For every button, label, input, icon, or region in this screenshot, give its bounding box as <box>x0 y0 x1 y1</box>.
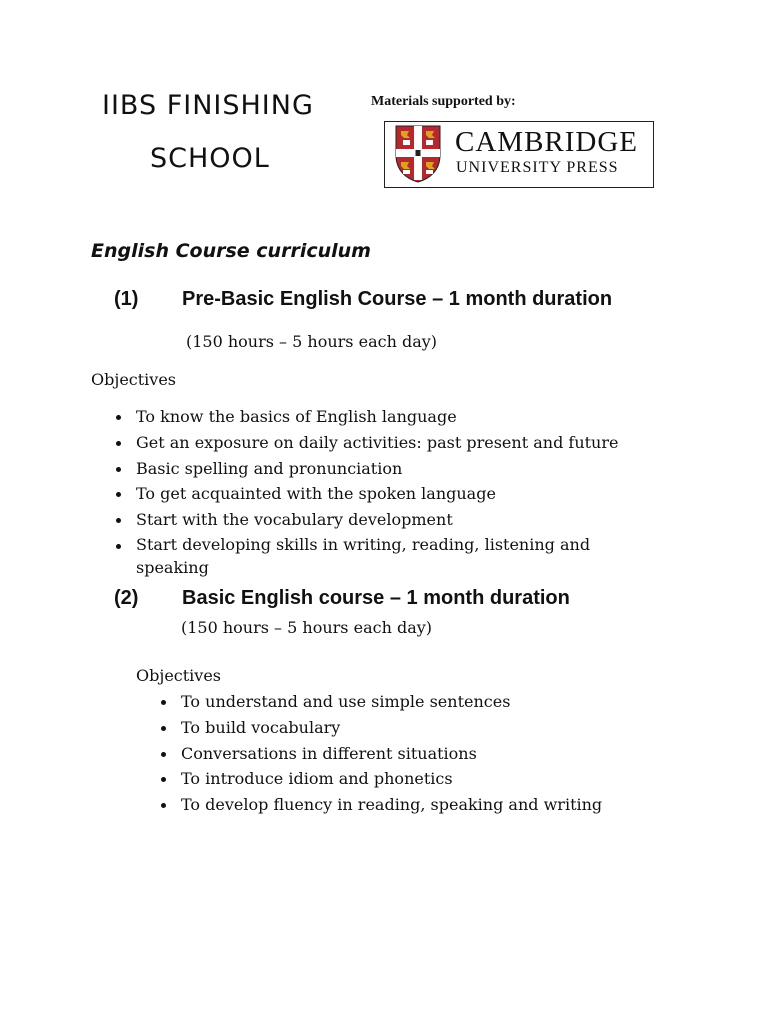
section-2-objectives-list <box>181 689 721 818</box>
bullet-icon <box>116 492 121 497</box>
section-2-title: Basic English course – 1 month duration <box>182 587 570 609</box>
list-item: Start with the vocabulary development <box>136 507 696 533</box>
list-item: To know the basics of English language <box>136 404 696 430</box>
list-item: Get an exposure on daily activities: past present and future <box>136 430 696 456</box>
logo-cambridge-text: CAMBRIDGE <box>455 126 639 158</box>
bullet-icon <box>116 441 121 446</box>
school-name-line2: SCHOOL <box>150 143 270 174</box>
section-2-hours: (150 hours – 5 hours each day) <box>181 618 433 637</box>
logo-university-press-text: UNIVERSITY PRESS <box>456 159 619 176</box>
section-1-title: Pre-Basic English Course – 1 month duration <box>182 288 613 310</box>
list-item: Conversations in different situations <box>181 741 721 767</box>
bullet-icon <box>116 544 121 549</box>
list-item: Start developing skills in writing, reading, listening and speaking <box>136 533 636 579</box>
bullet-icon <box>161 700 166 705</box>
curriculum-title: English Course curriculum <box>91 240 371 262</box>
list-item: To build vocabulary <box>181 715 721 741</box>
section-2-number: (2) <box>114 587 139 609</box>
section-1-objectives-list <box>136 404 696 579</box>
bullet-icon <box>116 518 121 523</box>
supported-by-label: Materials supported by: <box>371 94 516 109</box>
list-item: To develop fluency in reading, speaking and writing <box>181 792 721 818</box>
list-item: To understand and use simple sentences <box>181 689 721 715</box>
list-item: Basic spelling and pronunciation <box>136 456 696 482</box>
cambridge-logo <box>384 121 654 188</box>
section-2-objectives-label: Objectives <box>136 666 222 685</box>
bullet-icon <box>161 752 166 757</box>
list-item: To get acquainted with the spoken language <box>136 481 696 507</box>
section-1-hours: (150 hours – 5 hours each day) <box>186 332 438 351</box>
bullet-icon <box>116 415 121 420</box>
bullet-icon <box>116 467 121 472</box>
bullet-icon <box>161 726 166 731</box>
bullet-icon <box>161 803 166 808</box>
cambridge-shield-icon <box>395 125 441 183</box>
section-1-number: (1) <box>114 288 139 310</box>
list-item: To introduce idiom and phonetics <box>181 766 721 792</box>
section-1-objectives-label: Objectives <box>91 370 177 389</box>
school-name-line1: IIBS FINISHING <box>102 90 314 121</box>
bullet-icon <box>161 777 166 782</box>
